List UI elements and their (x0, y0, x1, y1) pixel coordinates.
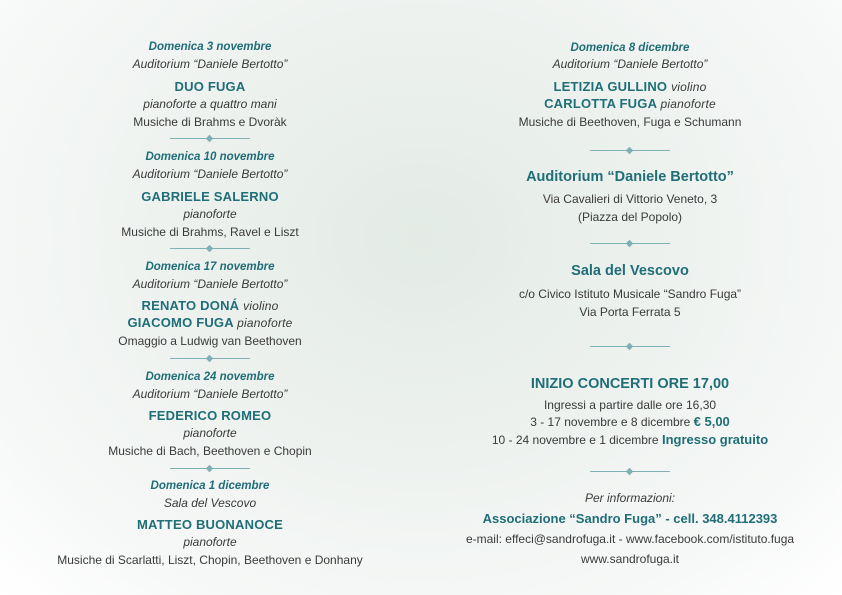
contact-heading: Per informazioni: (584, 491, 676, 505)
venue-address: Via Porta Ferrata 5 (579, 305, 681, 319)
free-label: Ingresso gratuito (661, 432, 769, 447)
event-venue: Auditorium “Daniele Bertotto” (132, 167, 288, 181)
venue-address: c/o Civico Istituto Musicale “Sandro Fuga” (518, 287, 742, 301)
event-performers-line1 (420, 79, 840, 95)
event-program: Musiche di Brahms e Dvoràk (133, 115, 287, 129)
event-date: Domenica 10 novembre (145, 151, 275, 163)
performer-instrument: violino (671, 80, 707, 94)
event-instrument: pianoforte (183, 426, 237, 440)
contact-email: e-mail: effeci@sandrofuga.it - www.facebook.com/istituto.fuga (465, 532, 795, 546)
event-venue: Sala del Vescovo (163, 496, 257, 510)
price: € 5,00 (693, 414, 730, 429)
event-date: Domenica 8 dicembre (570, 42, 690, 54)
event-performer: GABRIELE SALERNO (141, 189, 279, 204)
ornament-divider (170, 135, 250, 142)
event-performers-line2 (0, 315, 420, 331)
ornament-divider (170, 245, 250, 252)
performer-name: RENATO DONÁ (141, 298, 240, 313)
info-entry: Ingressi a partire dalle ore 16,30 (543, 398, 717, 412)
event-date: Domenica 1 dicembre (150, 480, 270, 492)
event-performers-line1 (0, 298, 420, 314)
ornament-divider (590, 343, 670, 350)
event-program: Musiche di Bach, Beethoven e Chopin (108, 444, 312, 458)
performer-name: LETIZIA GULLINO (553, 79, 668, 94)
event-venue: Auditorium “Daniele Bertotto” (132, 277, 288, 291)
event-instrument: pianoforte (183, 535, 237, 549)
event-instrument: pianoforte (183, 207, 237, 221)
event-venue: Auditorium “Daniele Bertotto” (132, 57, 288, 71)
event-performer: DUO FUGA (174, 79, 246, 94)
ornament-divider (170, 465, 250, 472)
venue-address: Via Cavalieri di Vittorio Veneto, 3 (542, 192, 718, 206)
venue-title: Auditorium “Daniele Bertotto” (526, 169, 734, 185)
venue-title: Sala del Vescovo (571, 263, 689, 279)
venue-address: (Piazza del Popolo) (577, 210, 683, 224)
event-instrument: pianoforte a quattro mani (143, 97, 277, 111)
ornament-divider (590, 240, 670, 247)
event-performer: MATTEO BUONANOCE (137, 517, 283, 532)
event-date: Domenica 3 novembre (148, 41, 272, 53)
info-paid (420, 414, 840, 430)
ornament-divider (590, 147, 670, 154)
info-free (420, 432, 840, 448)
performer-name: GIACOMO FUGA (127, 315, 234, 330)
ornament-divider (590, 468, 670, 475)
event-venue: Auditorium “Daniele Bertotto” (552, 57, 708, 71)
event-venue: Auditorium “Daniele Bertotto” (132, 387, 288, 401)
event-performers-line2 (420, 96, 840, 112)
event-program: Musiche di Scarlatti, Liszt, Chopin, Beethoven e Donhany (57, 553, 363, 567)
contact-association: Associazione “Sandro Fuga” - cell. 348.4112393 (482, 511, 778, 526)
performer-instrument: violino (243, 299, 279, 313)
event-date: Domenica 24 novembre (145, 371, 275, 383)
performer-instrument: pianoforte (237, 316, 293, 330)
event-program: Musiche di Beethoven, Fuga e Schumann (518, 115, 742, 129)
info-title: INIZIO CONCERTI ORE 17,00 (530, 376, 730, 392)
event-program: Musiche di Brahms, Ravel e Liszt (121, 225, 299, 239)
free-dates: 10 - 24 novembre e 1 dicembre (491, 433, 659, 447)
ornament-divider (170, 355, 250, 362)
performer-name: CARLOTTA FUGA (544, 96, 657, 111)
contact-website: www.sandrofuga.it (580, 552, 680, 566)
performer-instrument: pianoforte (660, 97, 716, 111)
event-program: Omaggio a Ludwig van Beethoven (118, 334, 302, 348)
event-performer: FEDERICO ROMEO (148, 408, 272, 423)
event-date: Domenica 17 novembre (145, 261, 275, 273)
paid-dates: 3 - 17 novembre e 8 dicembre (530, 415, 691, 429)
